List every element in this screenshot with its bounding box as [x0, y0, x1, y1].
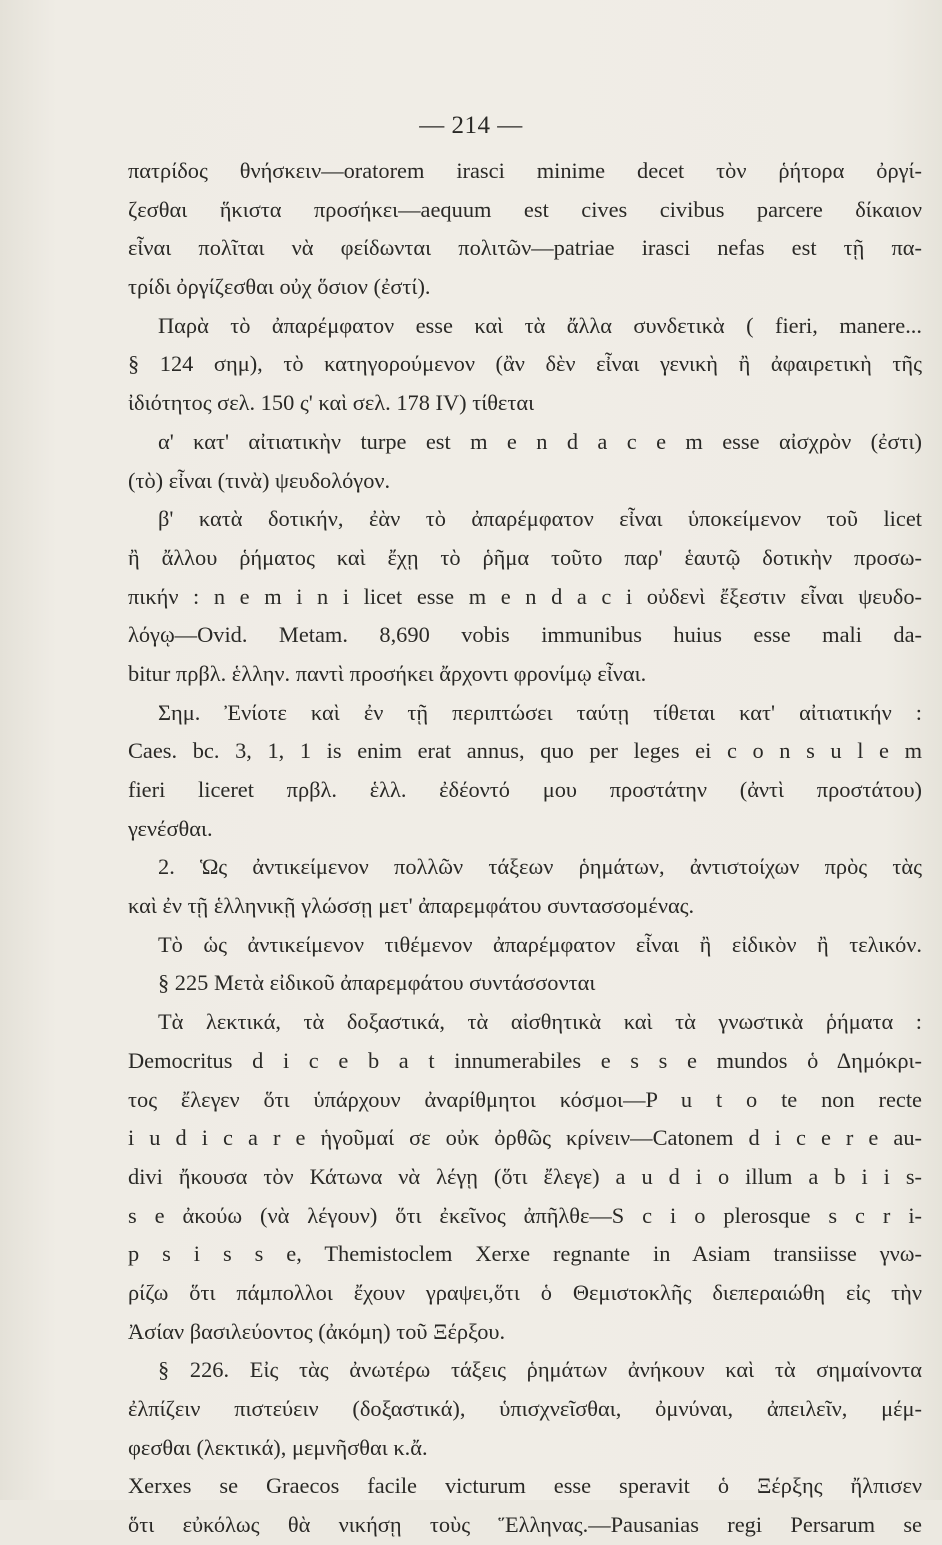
text-line: ὅτι εὐκόλως θὰ νικήσῃ τοὺς Ἕλληνας.—Pausanias regi Persarum se	[128, 1512, 922, 1538]
text-line: πικήν : n e m i n i licet esse m e n d a c i οὐδενὶ ἔξεστιν εἶναι ψευδο-	[128, 583, 922, 609]
text-line: 2. Ὡς ἀντικείμενον πολλῶν τάξεων ῥημάτων, ἀντιστοίχων πρὸς τὰς	[158, 854, 922, 880]
text-line: γενέσθαι.	[128, 815, 213, 841]
text-line: s e ἀκούω (νὰ λέγουν) ὅτι ἐκεῖνος ἀπῆλθε—S c i o plerosque s c r i-	[128, 1202, 922, 1228]
text-line: § 225 Μετὰ εἰδικοῦ ἀπαρεμφάτου συντάσσονται	[158, 970, 596, 996]
text-line: ρίζω ὅτι πάμπολλοι ἔχουν γραψει,ὅτι ὁ Θεμιστοκλῆς διεπεραιώθη εἰς τὴν	[128, 1279, 922, 1305]
text-line: φεσθαι (λεκτικά), μεμνῆσθαι κ.ἄ.	[128, 1434, 428, 1460]
text-line: τος ἔλεγεν ὅτι ὑπάρχουν ἀναρίθμητοι κόσμοι—P u t o te non recte	[128, 1086, 922, 1112]
text-line: Xerxes se Graecos facile victurum esse speravit ὁ Ξέρξης ἤλπισεν	[128, 1473, 922, 1499]
text-line: α' κατ' αἰτιατικὴν turpe est m e n d a c e m esse αἰσχρὸν (ἐστι)	[158, 428, 922, 454]
text-line: Τὸ ὡς ἀντικείμενον τιθέμενον ἀπαρέμφατον εἶναι ἢ εἰδικὸν ἢ τελικόν.	[158, 931, 922, 957]
text-line: καὶ ἐν τῇ ἑλληνικῇ γλώσσῃ μετ' ἀπαρεμφάτου συντασσομένας.	[128, 893, 695, 919]
text-line: Παρὰ τὸ ἀπαρέμφατον esse καὶ τὰ ἄλλα συνδετικὰ ( fieri, manere...	[158, 312, 922, 338]
text-line: fieri liceret πρβλ. ἑλλ. ἐδέοντό μου προστάτην (ἀντὶ προστάτου)	[128, 777, 922, 802]
text-line: Caes. bc. 3, 1, 1 is enim erat annus, quo per leges ei c o n s u l e m	[128, 738, 922, 764]
text-line: § 124 σημ), τὸ κατηγορούμενον (ἂν δὲν εἶναι γενικὴ ἢ ἀφαιρετικὴ τῆς	[128, 351, 922, 377]
text-line: i u d i c a r e ἡγοῦμαί σε οὐκ ὀρθῶς κρίνειν—Catonem d i c e r e au-	[128, 1125, 922, 1151]
text-line: bitur πρβλ. ἑλλην. παντὶ προσήκει ἄρχοντι φρονίμῳ εἶναι.	[128, 660, 647, 686]
text-line: Τὰ λεκτικά, τὰ δοξαστικά, τὰ αἰσθητικὰ καὶ τὰ γνωστικὰ ῥήματα :	[158, 1009, 922, 1035]
body-text	[128, 152, 922, 1545]
text-line: Σημ. Ἐνίοτε καὶ ἐν τῇ περιπτώσει ταύτῃ τίθεται κατ' αἰτιατικήν :	[158, 699, 922, 725]
text-line: ἢ ἄλλου ῥήματος καὶ ἔχῃ τὸ ῥῆμα τοῦτο παρ' ἑαυτῷ δοτικὴν προσω-	[128, 544, 922, 570]
text-line: τρίδι ὀργίζεσθαι οὐχ ὅσιον (ἐστί).	[128, 274, 431, 300]
text-line: πατρίδος θνήσκειν—oratorem irasci minime decet τὸν ῥήτορα ὀργί-	[128, 158, 922, 183]
page-number: — 214 —	[419, 112, 523, 139]
text-line: Ἀσίαν βασιλεύοντος (ἀκόμη) τοῦ Ξέρξου.	[128, 1318, 506, 1344]
text-line: divi ἤκουσα τὸν Κάτωνα νὰ λέγῃ (ὅτι ἔλεγε) a u d i o illum a b i i s-	[128, 1163, 922, 1189]
text-line: β' κατὰ δοτικήν, ἐὰν τὸ ἀπαρέμφατον εἶναι ὑποκείμενον τοῦ licet	[158, 506, 922, 532]
text-line: § 226. Εἰς τὰς ἀνωτέρω τάξεις ῥημάτων ἀνήκουν καὶ τὰ σημαίνοντα	[158, 1357, 922, 1383]
text-line: (τὸ) εἶναι (τινὰ) ψευδολόγον.	[128, 467, 391, 493]
text-line: ἐλπίζειν πιστεύειν (δοξαστικά), ὑπισχνεῖσθαι, ὀμνύναι, ἀπειλεῖν, μέμ-	[128, 1396, 922, 1421]
text-line: ζεσθαι ἥκιστα προσήκει—aequum est cives civibus parcere δίκαιον	[128, 196, 922, 222]
text-line: λόγῳ—Ovid. Metam. 8,690 vobis immunibus huius esse mali da-	[128, 622, 922, 648]
text-line: p s i s s e, Themistoclem Xerxe regnante in Asiam transiisse γνω-	[128, 1241, 922, 1267]
text-line: εἶναι πολῖται νὰ φείδωνται πολιτῶν—patriae irasci nefas est τῇ πα-	[128, 235, 922, 261]
text-line: ἰδιότητος σελ. 150 ς' καὶ σελ. 178 IV) τίθεται	[128, 390, 535, 416]
text-line: Democritus d i c e b a t innumerabiles e s s e mundos ὁ Δημόκρι-	[128, 1047, 922, 1073]
